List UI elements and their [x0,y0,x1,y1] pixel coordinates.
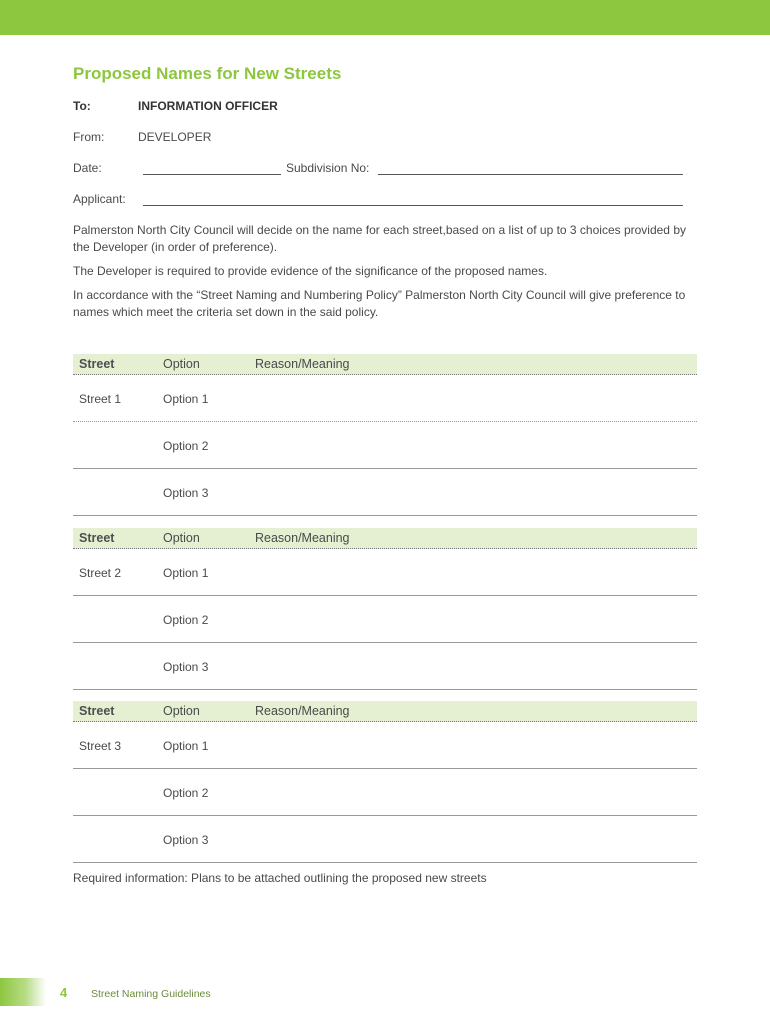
option-label: Option 2 [163,786,209,800]
table-row[interactable] [73,722,697,769]
date-label: Date: [73,161,102,175]
to-value: INFORMATION OFFICER [138,99,278,113]
street-label: Street 1 [79,392,122,406]
page-title: Proposed Names for New Streets [73,64,342,83]
header-option: Option [163,357,200,371]
header-option: Option [163,531,200,545]
street-label: Street 3 [79,739,122,753]
header-street: Street [79,704,115,718]
option-label: Option 1 [163,566,209,580]
date-field[interactable] [143,174,281,175]
from-label: From: [73,130,105,144]
option-label: Option 3 [163,833,209,847]
intro-paragraph: Palmerston North City Council will decide on the name for each street,based on a list of up to 3 choices provided by the Developer (in order of preference). [73,223,686,254]
required-info-note: Required information: Plans to be attached outlining the proposed new streets [73,871,487,885]
header-reason: Reason/Meaning [255,357,350,371]
table-row[interactable] [73,549,697,596]
table-row[interactable] [73,643,697,690]
header-street: Street [79,357,115,371]
option-label: Option 1 [163,392,209,406]
top-accent-bar [0,0,770,35]
table-row[interactable] [73,769,697,816]
evidence-paragraph: The Developer is required to provide evidence of the significance of the proposed names. [73,264,548,278]
page-number: 4 [60,985,68,1000]
page-footer-label: Street Naming Guidelines [91,988,211,1000]
to-label: To: [73,99,91,113]
applicant-field[interactable] [143,205,683,206]
header-reason: Reason/Meaning [255,531,350,545]
option-label: Option 3 [163,486,209,500]
table-row[interactable] [73,375,697,422]
header-street: Street [79,531,115,545]
street-section-1 [73,354,697,516]
table-header [73,354,697,375]
subdivision-field[interactable] [378,174,683,175]
table-row[interactable] [73,422,697,469]
option-label: Option 2 [163,439,209,453]
corner-accent [0,978,46,1006]
street-section-2 [73,528,697,690]
table-header [73,528,697,549]
option-label: Option 2 [163,613,209,627]
table-header [73,701,697,722]
table-row[interactable] [73,816,697,863]
from-value: DEVELOPER [138,130,212,144]
header-reason: Reason/Meaning [255,704,350,718]
table-row[interactable] [73,596,697,643]
option-label: Option 3 [163,660,209,674]
option-label: Option 1 [163,739,209,753]
street-section-3 [73,701,697,863]
applicant-label: Applicant: [73,192,126,206]
street-label: Street 2 [79,566,122,580]
subdivision-label: Subdivision No: [286,161,370,175]
header-option: Option [163,704,200,718]
table-row[interactable] [73,469,697,516]
policy-paragraph: In accordance with the “Street Naming and Numbering Policy” Palmerston North City Council will give preference to names which meet the criteria set down in the said policy. [73,288,686,319]
